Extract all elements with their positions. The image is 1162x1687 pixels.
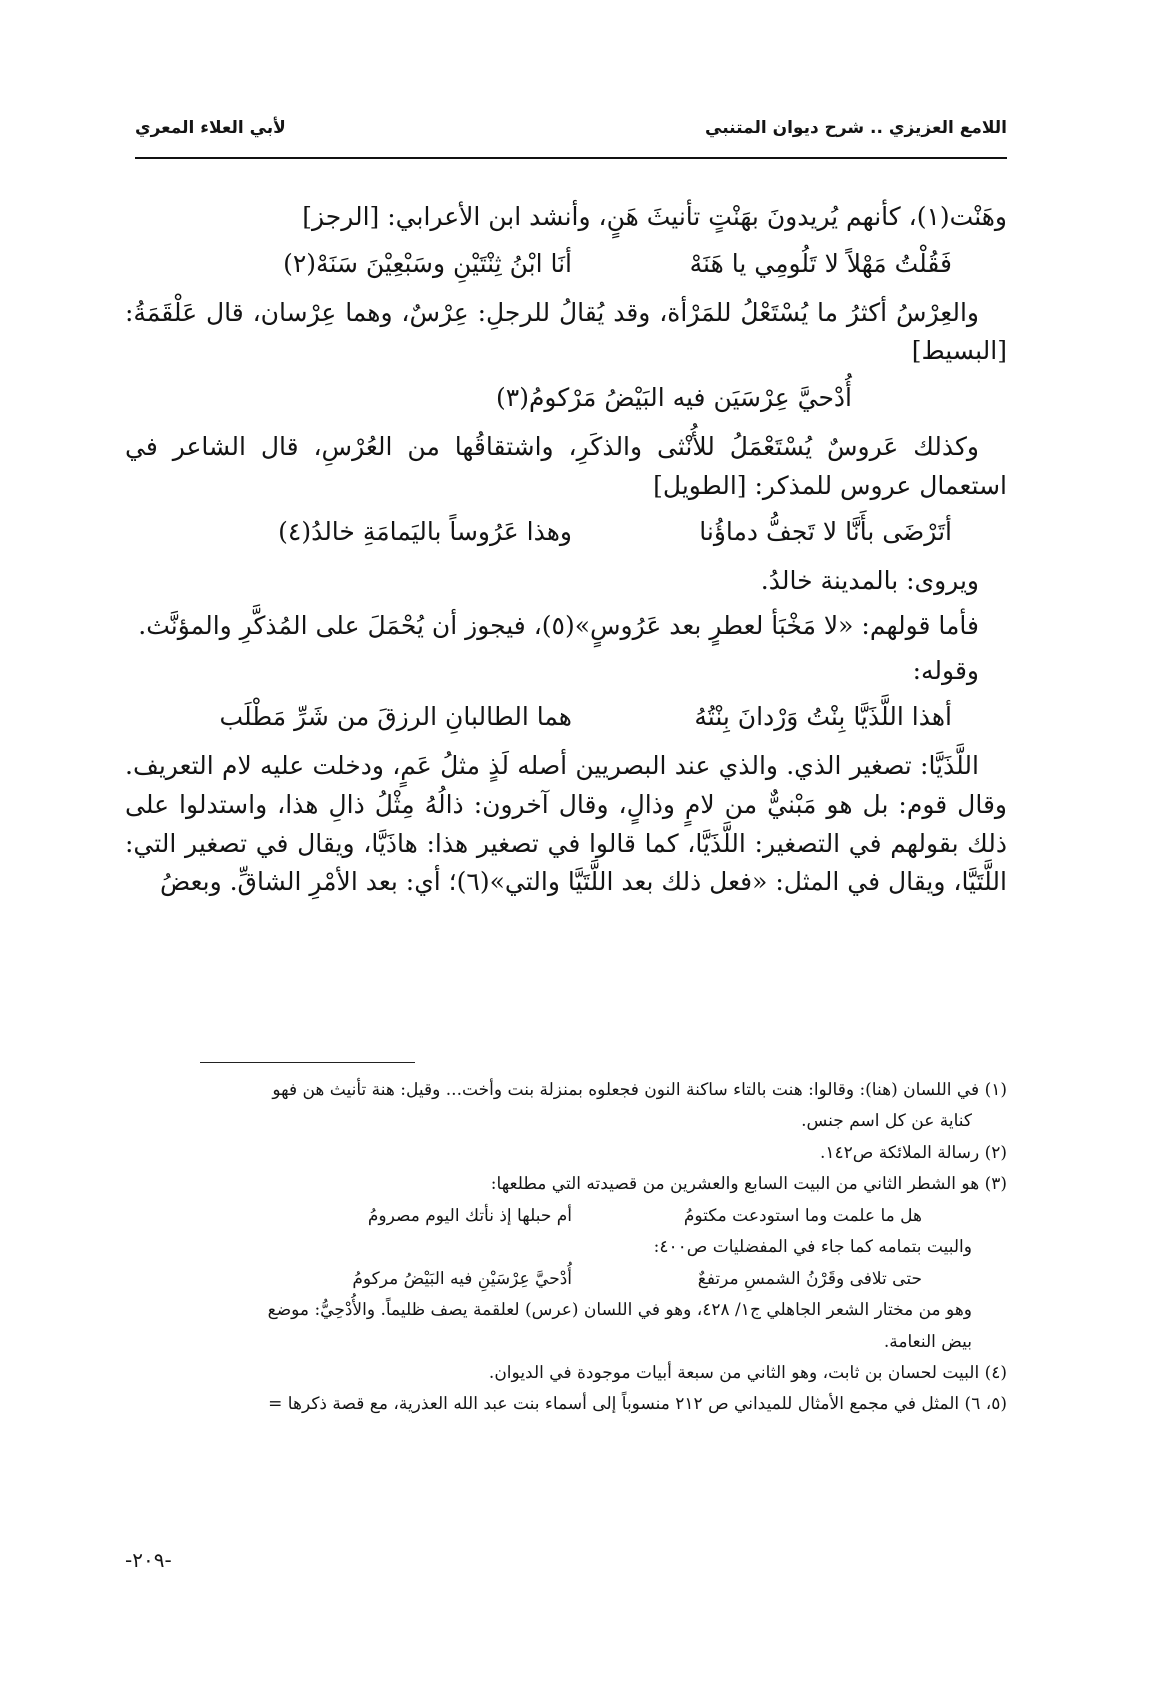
footnote-divider bbox=[200, 1062, 415, 1063]
footnote-3-verse-1 bbox=[130, 1201, 1007, 1232]
verse-2-hemistich: أُدْحيَّ عِرْسَيَن فيه البَيْضُ مَرْكومُ(٣) bbox=[495, 383, 852, 412]
paragraph-5: فأما قولهم: «لا مَخْبَأ لعطرٍ بعد عَرُوسٍ»(٥)، فيجوز أن يُحْمَلَ على المُذكَّرِ والمؤنَّث. bbox=[138, 610, 979, 640]
page-number: -٢٠٩- bbox=[125, 1548, 172, 1572]
footnote-5-6: (٥، ٦) المثل في مجمع الأمثال للميداني ص ٢١٢ منسوباً إلى أسماء بنت عبد الله العذرية، مع قصة ذكرها = bbox=[268, 1394, 1007, 1415]
main-text bbox=[125, 198, 1007, 908]
paragraph-7: اللَّذَيَّا: تصغير الذي. والذي عند البصريين أصله لَذٍ مثلُ عَمٍ، ودخلت عليه لام التعريف. وقال قوم: بل هو مَبْنيٌّ من لامٍ وذالٍ، وقال آخرون: ذالُهُ مِثْلُ ذالِ هذا، واستدلوا على ذلك بقولهم في التصغير: اللَّذَيَّا، كما قالوا في تصغير هذا: هاذَيَّا، ويقال في تصغير التي: اللَّتَيَّا، ويقال في المثل: «فعل ذلك بعد اللَّتَيَّا والتي»(٦)؛ أي: بعد الأمْرِ الشاقِّ. وبعضُ bbox=[125, 751, 1007, 897]
verse-1 bbox=[125, 245, 1007, 284]
footnotes bbox=[130, 1075, 1007, 1421]
paragraph-4: ويروى: بالمدينة خالدُ. bbox=[760, 566, 979, 595]
paragraph-2: والعِرْسُ أكثرُ ما يُسْتَعْلُ للمَرْأة، وقد يُقالُ للرجلِ: عِرْسٌ، وهما عِرْسان، قال عَلْقَمَةُ: [البسيط] bbox=[125, 297, 1007, 366]
header-author: لأبي العلاء المعري bbox=[135, 118, 286, 138]
footnote-2: (٢) رسالة الملائكة ص١٤٢. bbox=[819, 1142, 1007, 1163]
footnote-3-text-2: والبيت بتمامه كما جاء في المفضليات ص٤٠٠: bbox=[653, 1237, 972, 1258]
verse-4-first-hemistich: أهذا اللَّذَيَّا بِنْتُ وَرْدانَ بِنْتُهُ bbox=[694, 702, 952, 732]
verse-4 bbox=[125, 698, 1007, 737]
header-book-title: اللامع العزيزي .. شرح ديوان المتنبي bbox=[705, 118, 1007, 138]
paragraph-1: وهَنْت(١)، كأنهم يُريدونَ بهَنْتٍ تأنيثَ هَنٍ، وأنشد ابن الأعرابي: [الرجز] bbox=[302, 202, 1007, 231]
verse-3-second-hemistich: وهذا عَرُوساً باليَمامَةِ خالدُ(٤) bbox=[278, 517, 572, 547]
footnote-4: (٤) البيت لحسان بن ثابت، وهو الثاني من سبعة أبيات موجودة في الديوان. bbox=[488, 1362, 1007, 1383]
footnote-1-continued: كناية عن كل اسم جنس. bbox=[801, 1111, 972, 1132]
footnote-3-text-4: بيض النعامة. bbox=[883, 1331, 972, 1352]
verse-2 bbox=[125, 379, 1007, 418]
paragraph-6: وقوله: bbox=[912, 655, 979, 685]
footnote-3-verse-1-first: هل ما علمت وما استودعت مكتومُ bbox=[683, 1205, 922, 1226]
paragraph-3: وكذلك عَروسٌ يُسْتَعْمَلُ للأُنْثى والذكَرِ، واشتقاقُها من العُرْسِ، قال الشاعر في استعمال عروس للمذكر: [الطويل] bbox=[125, 431, 1007, 500]
footnote-3: (٣) هو الشطر الثاني من البيت السابع والعشرين من قصيدته التي مطلعها: bbox=[490, 1174, 1007, 1195]
footnote-3-text-3: وهو من مختار الشعر الجاهلي ج١/ ٤٢٨، وهو في اللسان (عرس) لعلقمة يصف ظليماً. والأُدْحِيُّ: موضع bbox=[267, 1300, 972, 1321]
running-header bbox=[135, 112, 1007, 152]
footnote-1: (١) في اللسان (هنا): وقالوا: هنت بالتاء ساكنة النون فجعلوه بمنزلة بنت وأخت... وقيل: هنة تأنيث هن فهو bbox=[272, 1080, 1007, 1100]
footnote-3-verse-2 bbox=[130, 1264, 1007, 1295]
footnote-3-verse-1-second: أم حبلها إذ نأتك اليوم مصرومُ bbox=[367, 1205, 572, 1226]
verse-3-first-hemistich: أتَرْضَى بأَنَّا لا تَجفُّ دماؤُنا bbox=[699, 517, 952, 547]
verse-1-first-hemistich: فَقُلْتُ مَهْلاً لا تَلُومِي يا هَنَهْ bbox=[689, 248, 952, 278]
footnote-3-verse-2-second: أُدْحيَّ عِرْسَيْنِ فيه البَيْضُ مركومُ bbox=[352, 1268, 572, 1289]
footnote-3-verse-2-first: حتى تلافى وقَرْنُ الشمسِ مرتفعٌ bbox=[697, 1268, 922, 1289]
verse-1-second-hemistich: أنَا ابْنُ ثِنْتَيْنِ وسَبْعِيْنَ سَنَهْ(٢) bbox=[283, 248, 572, 278]
verse-4-second-hemistich: هما الطالبانِ الرزقَ من شَرِّ مَطْلَب bbox=[219, 702, 572, 732]
header-divider bbox=[135, 157, 1007, 159]
verse-3 bbox=[125, 513, 1007, 552]
